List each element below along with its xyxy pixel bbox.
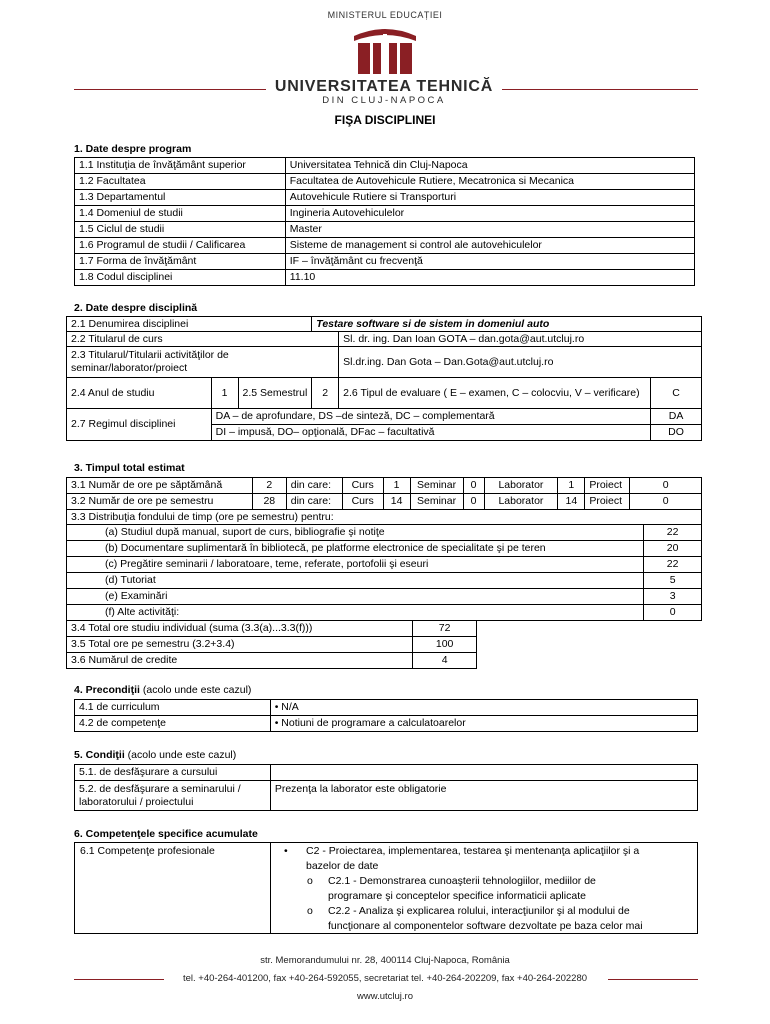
distribution-activity: (c) Pregătire seminarii / laboratoare, teme, referate, portofolii şi eseuri bbox=[67, 557, 644, 573]
lab-titular-label: 2.3 Titularul/Titularii activităţilor de seminar/laborator/proiect bbox=[67, 347, 339, 378]
regime-mandatory-value: DO bbox=[651, 425, 702, 441]
hours-label: 3.1 Număr de ore pe săptămână bbox=[67, 478, 253, 494]
time-distribution-table bbox=[66, 509, 702, 621]
professional-competences-label: 6.1 Competenţe profesionale bbox=[75, 843, 271, 933]
course-label: Curs bbox=[342, 494, 383, 510]
program-field-value: Autovehicule Rutiere si Transporturi bbox=[285, 190, 694, 206]
bullet-marker: • bbox=[284, 845, 288, 857]
totals-value: 100 bbox=[413, 637, 477, 653]
competences-table bbox=[74, 842, 698, 934]
precondition-value: • Notiuni de programare a calculatoarelor bbox=[270, 716, 697, 732]
distribution-activity: (d) Tutoriat bbox=[67, 573, 644, 589]
discipline-table bbox=[66, 316, 702, 441]
header-rule-right bbox=[502, 89, 698, 90]
course-titular-label: 2.2 Titularul de curs bbox=[67, 332, 339, 347]
semester-label: 2.5 Semestrul bbox=[238, 378, 312, 409]
section-2-heading: 2. Date despre disciplină bbox=[74, 302, 198, 314]
distribution-hours: 0 bbox=[644, 605, 702, 621]
lab-titular-value: Sl.dr.ing. Dan Gota – Dan.Gota@aut.utcluj.ro bbox=[339, 347, 702, 378]
program-field-label: 1.6 Programul de studii / Calificarea bbox=[75, 238, 286, 254]
seminar-hours: 0 bbox=[463, 478, 484, 494]
preconditions-table bbox=[74, 699, 698, 732]
ministry-name: MINISTERUL EDUCAȚIEI bbox=[327, 10, 443, 20]
program-field-label: 1.3 Departamentul bbox=[75, 190, 286, 206]
precondition-row bbox=[75, 716, 698, 732]
precondition-label: 4.1 de curriculum bbox=[75, 700, 271, 716]
totals-row bbox=[67, 621, 477, 637]
distribution-heading: 3.3 Distribuţia fondului de timp (ore pe semestru) pentru: bbox=[67, 510, 702, 525]
distribution-hours: 22 bbox=[644, 525, 702, 541]
program-row bbox=[75, 238, 695, 254]
footer-rule-right bbox=[608, 979, 698, 980]
program-field-label: 1.4 Domeniul de studii bbox=[75, 206, 286, 222]
distribution-activity: (e) Examinări bbox=[67, 589, 644, 605]
program-field-value: 11.10 bbox=[285, 270, 694, 286]
laboratory-label: Laborator bbox=[484, 478, 558, 494]
distribution-row bbox=[67, 557, 702, 573]
header-rule-left bbox=[74, 89, 266, 90]
university-city: DIN CLUJ-NAPOCA bbox=[322, 95, 446, 106]
professional-competences-content bbox=[272, 843, 697, 933]
program-field-label: 1.1 Instituţia de învăţământ superior bbox=[75, 158, 286, 174]
seminar-hours: 0 bbox=[463, 494, 484, 510]
hours-row bbox=[67, 478, 702, 494]
project-label: Proiect bbox=[585, 478, 630, 494]
distribution-hours: 20 bbox=[644, 541, 702, 557]
semester-value: 2 bbox=[312, 378, 339, 409]
evaluation-type-value: C bbox=[651, 378, 702, 409]
competence-c21-line-2: programare şi conceptelor specifice informaticii aplicate bbox=[328, 890, 586, 902]
section-5-title: 5. Condiţii bbox=[74, 749, 125, 761]
discipline-name-value: Testare software si de sistem in domeniul auto bbox=[312, 317, 702, 332]
competence-c22-line-1: C2.2 - Analiza şi explicarea rolului, interacţiunilor şi al modului de bbox=[328, 905, 630, 917]
footer-address: str. Memorandumului nr. 28, 400114 Cluj-Napoca, România bbox=[260, 955, 510, 966]
competence-c2-line-2: bazelor de date bbox=[306, 860, 379, 872]
course-conditions-value bbox=[270, 765, 697, 781]
hours-breakdown-label: din care: bbox=[286, 478, 342, 494]
section-4-heading bbox=[74, 684, 251, 696]
hours-breakdown-label: din care: bbox=[286, 494, 342, 510]
distribution-activity: (b) Documentare suplimentară în bibliotecă, pe platforme electronice de specialitate şi pe teren bbox=[67, 541, 644, 557]
footer-phones: tel. +40-264-401200, fax +40-264-592055, secretariat tel. +40-264-202209, fax +40-264-202280 bbox=[182, 973, 588, 984]
program-field-value: Facultatea de Autovehicule Rutiere, Mecatronica si Mecanica bbox=[285, 174, 694, 190]
section-5-note: (acolo unde este cazul) bbox=[127, 749, 237, 761]
university-logo bbox=[354, 26, 416, 74]
precondition-label: 4.2 de competenţe bbox=[75, 716, 271, 732]
program-row bbox=[75, 254, 695, 270]
program-field-label: 1.8 Codul disciplinei bbox=[75, 270, 286, 286]
project-label: Proiect bbox=[585, 494, 630, 510]
program-field-value: IF – învăţământ cu frecvenţă bbox=[285, 254, 694, 270]
section-6-heading: 6. Competenţele specifice acumulate bbox=[74, 828, 258, 840]
program-field-label: 1.5 Ciclul de studii bbox=[75, 222, 286, 238]
discipline-name-label: 2.1 Denumirea disciplinei bbox=[67, 317, 312, 332]
distribution-row bbox=[67, 605, 702, 621]
program-field-value: Sisteme de management si control ale autovehiculelor bbox=[285, 238, 694, 254]
totals-label: 3.6 Numărul de credite bbox=[67, 653, 413, 669]
totals-value: 72 bbox=[413, 621, 477, 637]
course-titular-value: Sl. dr. ing. Dan Ioan GOTA – dan.gota@aut.utcluj.ro bbox=[339, 332, 702, 347]
distribution-hours: 22 bbox=[644, 557, 702, 573]
lab-conditions-value: Prezenţa la laborator este obligatorie bbox=[270, 781, 697, 811]
course-hours: 14 bbox=[383, 494, 410, 510]
study-year-label: 2.4 Anul de studiu bbox=[67, 378, 212, 409]
course-label: Curs bbox=[342, 478, 383, 494]
distribution-row bbox=[67, 589, 702, 605]
program-field-label: 1.7 Forma de învăţământ bbox=[75, 254, 286, 270]
distribution-row bbox=[67, 573, 702, 589]
program-row bbox=[75, 270, 695, 286]
regime-mandatory-label: DI – impusă, DO– opţională, DFac – facultativă bbox=[211, 425, 650, 441]
precondition-row bbox=[75, 700, 698, 716]
totals-row bbox=[67, 637, 477, 653]
laboratory-hours: 1 bbox=[558, 478, 585, 494]
program-table bbox=[74, 157, 695, 286]
program-row bbox=[75, 206, 695, 222]
program-field-value: Ingineria Autovehiculelor bbox=[285, 206, 694, 222]
section-4-note: (acolo unde este cazul) bbox=[142, 684, 252, 696]
distribution-row bbox=[67, 525, 702, 541]
course-conditions-label: 5.1. de desfăşurare a cursului bbox=[75, 765, 271, 781]
totals-label: 3.4 Total ore studiu individual (suma (3.3(a)...3.3(f))) bbox=[67, 621, 413, 637]
program-field-label: 1.2 Facultatea bbox=[75, 174, 286, 190]
totals-label: 3.5 Total ore pe semestru (3.2+3.4) bbox=[67, 637, 413, 653]
time-hours-table bbox=[66, 477, 702, 510]
study-year-value: 1 bbox=[211, 378, 238, 409]
document-title: FIŞA DISCIPLINEI bbox=[334, 113, 436, 127]
hours-row bbox=[67, 494, 702, 510]
distribution-hours: 5 bbox=[644, 573, 702, 589]
program-row bbox=[75, 158, 695, 174]
footer-website[interactable]: www.utcluj.ro bbox=[357, 991, 413, 1002]
competence-c2-line-1: C2 - Proiectarea, implementarea, testarea şi mentenanţa aplicaţiilor şi a bbox=[306, 845, 640, 857]
competence-c21-line-1: C2.1 - Demonstrarea cunoaşterii tehnologiilor, mediilor de bbox=[328, 875, 596, 887]
distribution-activity: (f) Alte activităţi: bbox=[67, 605, 644, 621]
section-1-heading: 1. Date despre program bbox=[74, 143, 192, 155]
regime-content-value: DA bbox=[651, 409, 702, 425]
project-hours: 0 bbox=[630, 494, 702, 510]
project-hours: 0 bbox=[630, 478, 702, 494]
program-row bbox=[75, 222, 695, 238]
hours-total: 28 bbox=[252, 494, 286, 510]
distribution-activity: (a) Studiul după manual, suport de curs, bibliografie şi notiţe bbox=[67, 525, 644, 541]
evaluation-type-label: 2.6 Tipul de evaluare ( E – examen, C – colocviu, V – verificare) bbox=[339, 378, 651, 409]
section-3-heading: 3. Timpul total estimat bbox=[74, 462, 185, 474]
distribution-row bbox=[67, 541, 702, 557]
competence-c22-line-2: funcţionare al componentelor software dezvoltate pe baza celor mai bbox=[328, 920, 643, 932]
course-hours: 1 bbox=[383, 478, 410, 494]
section-4-title: 4. Precondiţii bbox=[74, 684, 140, 696]
hours-total: 2 bbox=[252, 478, 286, 494]
hours-label: 3.2 Număr de ore pe semestru bbox=[67, 494, 253, 510]
discipline-regime-label: 2.7 Regimul disciplinei bbox=[67, 409, 212, 441]
seminar-label: Seminar bbox=[410, 478, 463, 494]
section-5-heading bbox=[74, 749, 236, 761]
lab-conditions-label: 5.2. de desfăşurare a seminarului / laboratorului / proiectului bbox=[75, 781, 271, 811]
sub-bullet-marker: o bbox=[307, 875, 313, 887]
conditions-table bbox=[74, 764, 698, 811]
time-totals-table bbox=[66, 620, 477, 669]
program-row bbox=[75, 190, 695, 206]
program-row bbox=[75, 174, 695, 190]
totals-row bbox=[67, 653, 477, 669]
seminar-label: Seminar bbox=[410, 494, 463, 510]
distribution-hours: 3 bbox=[644, 589, 702, 605]
program-field-value: Master bbox=[285, 222, 694, 238]
university-name: UNIVERSITATEA TEHNICĂ bbox=[274, 78, 494, 95]
sub-bullet-marker: o bbox=[307, 905, 313, 917]
totals-value: 4 bbox=[413, 653, 477, 669]
program-field-value: Universitatea Tehnică din Cluj-Napoca bbox=[285, 158, 694, 174]
regime-content-label: DA – de aprofundare, DS –de sinteză, DC – complementară bbox=[211, 409, 650, 425]
precondition-value: • N/A bbox=[270, 700, 697, 716]
laboratory-label: Laborator bbox=[484, 494, 558, 510]
laboratory-hours: 14 bbox=[558, 494, 585, 510]
